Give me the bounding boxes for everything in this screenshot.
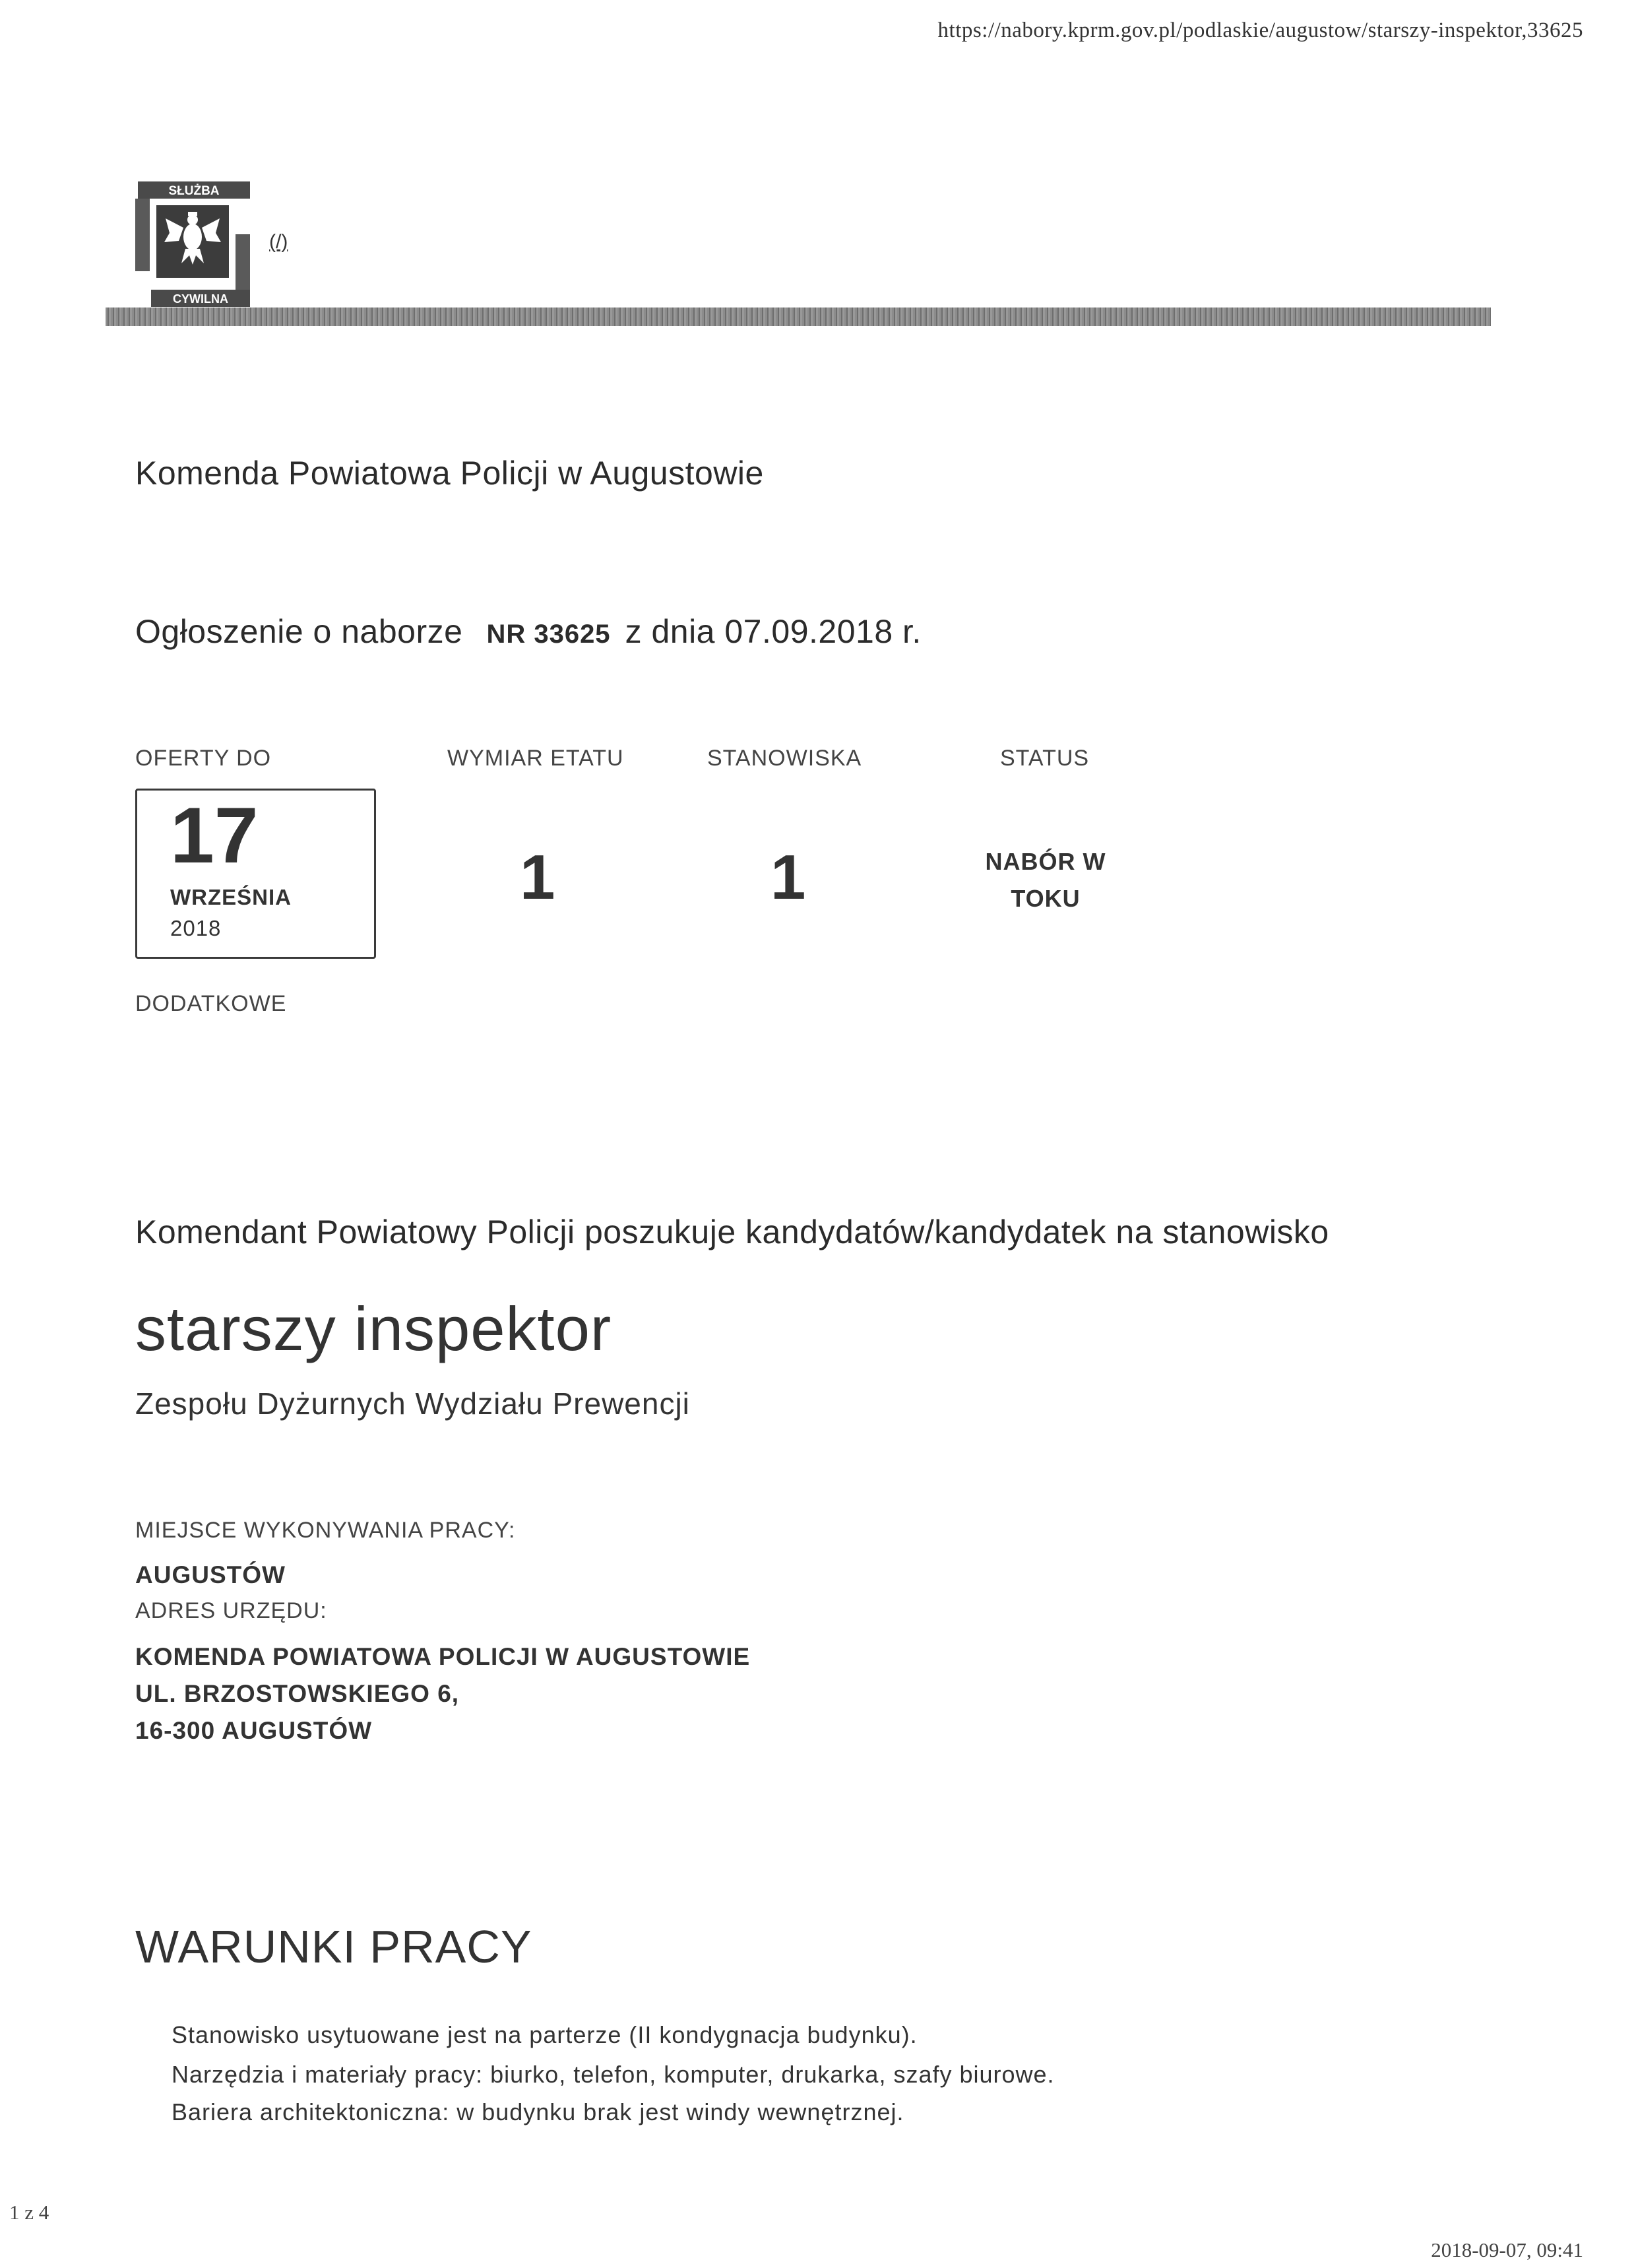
deadline-year: 2018	[170, 916, 222, 940]
logo-text-top: SŁUŻBA	[168, 184, 220, 198]
position-unit: Zespołu Dyżurnych Wydziału Prewencji	[135, 1386, 690, 1421]
announcement-prefix: Ogłoszenie o naborze	[135, 613, 463, 650]
announcement-date: z dnia 07.09.2018 r.	[625, 613, 922, 650]
positions-label: STANOWISKA	[707, 746, 862, 771]
header-divider	[106, 308, 1491, 326]
offers-deadline-label: OFERTY DO	[135, 746, 272, 771]
workload-label: WYMIAR ETATU	[447, 746, 624, 771]
deadline-day: 17	[170, 791, 259, 880]
announcement-number: NR 33625	[486, 620, 611, 649]
conditions-line: Bariera architektoniczna: w budynku brak jest windy wewnętrznej.	[172, 2098, 904, 2125]
print-url: https://nabory.kprm.gov.pl/podlaskie/augustow/starszy-inspektor,33625	[937, 18, 1583, 42]
workplace-label: MIEJSCE WYKONYWANIA PRACY:	[135, 1518, 516, 1543]
print-timestamp: 2018-09-07, 09:41	[1431, 2238, 1583, 2261]
address-line: UL. BRZOSTOWSKIEGO 6,	[135, 1680, 460, 1707]
position-title: starszy inspektor	[135, 1294, 612, 1363]
status-label: STATUS	[1000, 746, 1090, 771]
conditions-heading: WARUNKI PRACY	[135, 1921, 532, 1972]
office-name: Komenda Powiatowa Policji w Augustowie	[135, 455, 764, 492]
status-value-line2: TOKU	[1011, 885, 1081, 912]
eagle-emblem-icon	[135, 181, 261, 307]
conditions-line: Stanowisko usytuowane jest na parterze (II kondygnacja budynku).	[172, 2021, 918, 2048]
civil-service-logo[interactable]	[135, 181, 261, 307]
address-line: KOMENDA POWIATOWA POLICJI W AUGUSTOWIE	[135, 1643, 751, 1670]
positions-value: 1	[771, 842, 806, 913]
position-intro: Komendant Powiatowy Policji poszukuje kandydatów/kandydatek na stanowisko	[135, 1214, 1329, 1250]
home-link[interactable]: (/)	[269, 231, 288, 253]
address-line: 16-300 AUGUSTÓW	[135, 1717, 373, 1744]
logo-text-bottom: CYWILNA	[173, 292, 228, 306]
deadline-month: WRZEŚNIA	[170, 885, 292, 909]
status-value	[970, 843, 1121, 917]
extra-label: DODATKOWE	[135, 991, 287, 1016]
status-value-line1: NABÓR W	[985, 848, 1106, 875]
conditions-line: Narzędzia i materiały pracy: biurko, telefon, komputer, drukarka, szafy biurowe.	[172, 2061, 1055, 2088]
announcement-header	[135, 612, 922, 651]
workload-value: 1	[520, 842, 555, 913]
deadline-box	[135, 789, 376, 959]
page-counter: 1 z 4	[9, 2201, 49, 2224]
workplace-value: AUGUSTÓW	[135, 1561, 286, 1588]
address-label: ADRES URZĘDU:	[135, 1598, 327, 1623]
